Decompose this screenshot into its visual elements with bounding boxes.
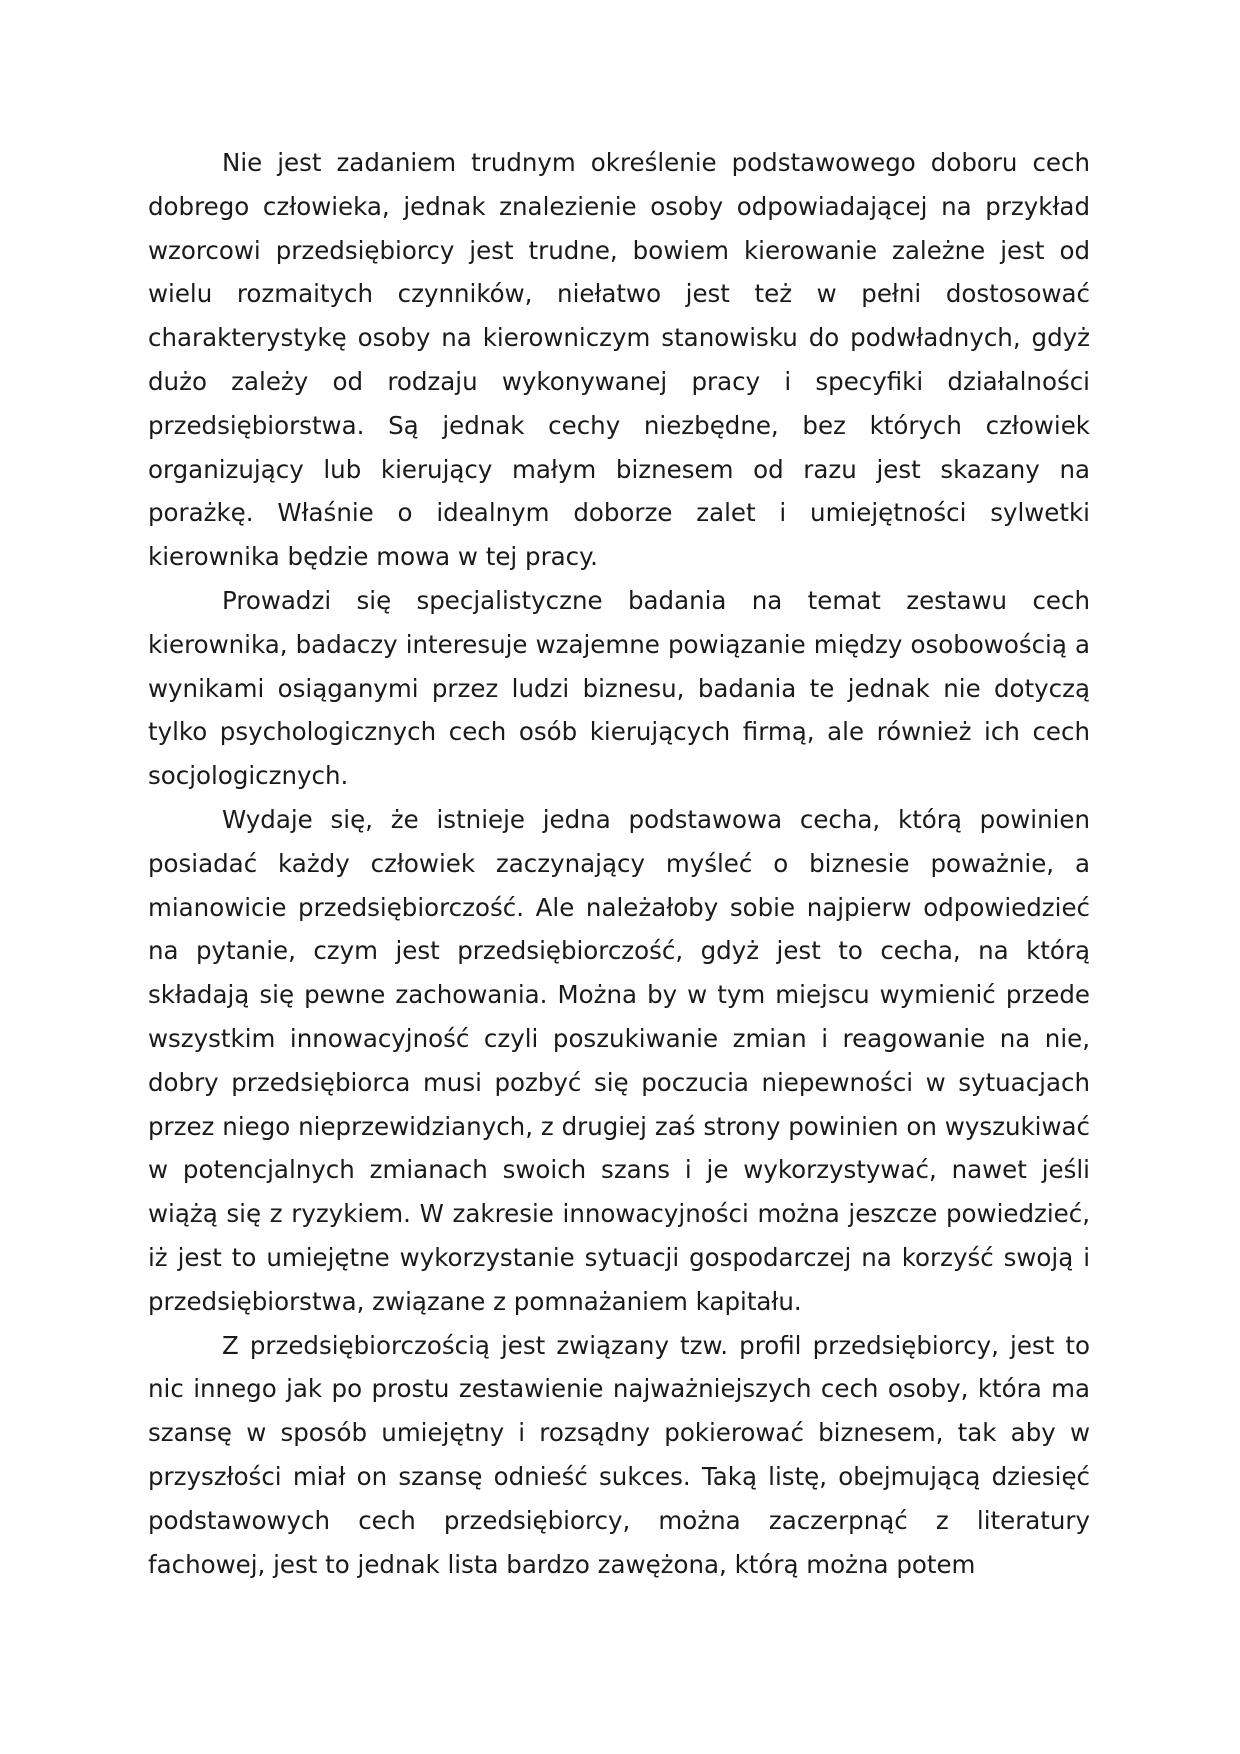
paragraph-1: Nie jest zadaniem trudnym określenie podstawowego doboru cech dobrego człowieka, jednak znalezienie osoby odpowiadającej na przykład wzorcowi przedsiębiorcy jest trudne, bowiem kierowanie zależne jest od wielu rozmaitych czynników, niełatwo jest też w pełni dostosować charakterystykę osoby na kierowniczym stanowisku do podwładnych, gdyż dużo zależy od rodzaju wykonywanej pracy i specyfiki działalności przedsiębiorstwa. Są jednak cechy niezbędne, bez których człowiek organizujący lub kierujący małym biznesem od razu jest skazany na porażkę. Właśnie o idealnym doborze zalet i umiejętności sylwetki kierownika będzie mowa w tej pracy. xyxy=(148,148,1090,572)
document-page xyxy=(148,141,1090,1586)
paragraph-2: Prowadzi się specjalistyczne badania na temat zestawu cech kierownika, badaczy interesuje wzajemne powiązanie między osobowością a wynikami osiąganymi przez ludzi biznesu, badania te jednak nie dotyczą tylko psychologicznych cech osób kierujących firmą, ale również ich cech socjologicznych. xyxy=(148,585,1090,791)
paragraph-3: Wydaje się, że istnieje jedna podstawowa cecha, którą powinien posiadać każdy człowiek zaczynający myśleć o biznesie poważnie, a mianowicie przedsiębiorczość. Ale należałoby sobie najpierw odpowiedzieć na pytanie, czym jest przedsiębiorczość, gdyż jest to cecha, na którą składają się pewne zachowania. Można by w tym miejscu wymienić przede wszystkim innowacyjność czyli poszukiwanie zmian i reagowanie na nie, dobry przedsiębiorca musi pozbyć się poczucia niepewności w sytuacjach przez niego nieprzewidzianych, z drugiej zaś strony powinien on wyszukiwać w potencjalnych zmianach swoich szans i je wykorzystywać, nawet jeśli wiążą się z ryzykiem. W zakresie innowacyjności można jeszcze powiedzieć, iż jest to umiejętne wykorzystanie sytuacji gospodarczej na korzyść swoją i przedsiębiorstwa, związane z pomnażaniem kapitału. xyxy=(148,804,1090,1316)
paragraph-4: Z przedsiębiorczością jest związany tzw. profil przedsiębiorcy, jest to nic innego jak po prostu zestawienie najważniejszych cech osoby, która ma szansę w sposób umiejętny i rozsądny pokierować biznesem, tak aby w przyszłości miał on szansę odnieść sukces. Taką listę, obejmującą dziesięć podstawowych cech przedsiębiorcy, można zaczerpnąć z literatury fachowej, jest to jednak lista bardzo zawężona, którą można potem xyxy=(148,1330,1090,1579)
